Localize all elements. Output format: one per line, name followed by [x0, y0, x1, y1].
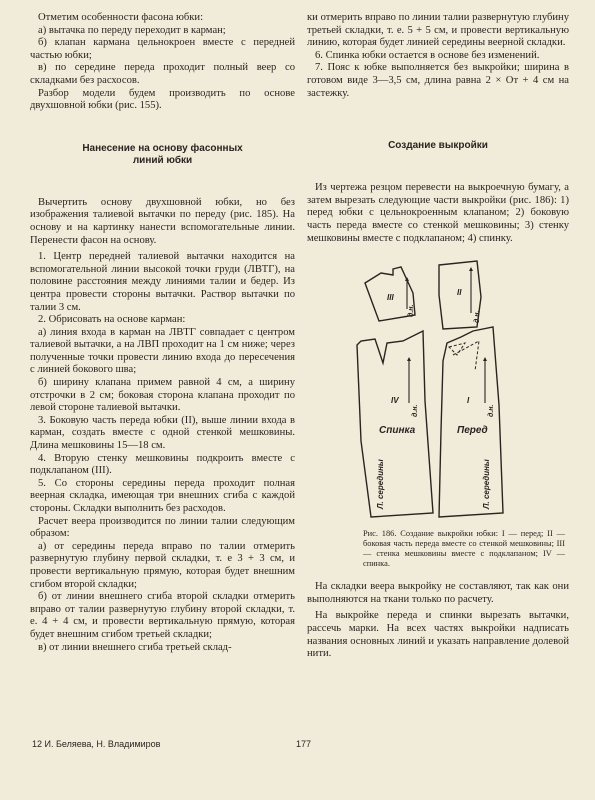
label-dn: д.н. — [408, 304, 415, 318]
paragraph: 5. Со стороны середины переда проходит полная веерная складка, имеющая три внешних сгиба с каждой стороны. Складки выполнить без расходов. — [30, 477, 295, 514]
dart-line — [449, 343, 465, 355]
paragraph: а) линия входа в карман на ЛВТГ совпадает с центром талиевой вытачки, а на ЛВП проходит на 1 см ниже; через полученные точки провести линию входа до пересечения с линией бокового шва; — [30, 326, 295, 376]
section-heading: Нанесение на основу фасонных линий юбки — [82, 142, 243, 166]
paragraph: 2. Обрисовать на основе карман: — [38, 314, 186, 326]
label-center-line: Л. середины — [376, 459, 385, 510]
page-number: 177 — [296, 739, 312, 749]
paragraph: Из чертежа резцом перевести на выкроечную бумагу, а затем вырезать следующие части выкройки (рис. 186): 1) перед юбки с цельнокроенным клапаном; 2) боковую часть переда вместе со стенкой мешковины; 3) стенку мешковины вместе с подклапаном; 4) спинку. — [307, 182, 569, 244]
paragraph: б) клапан кармана цельнокроен вместе с передней частью юбки; — [30, 37, 295, 61]
paragraph: в) по середине переда проходит полный веер со складками без расхосов. — [30, 62, 295, 86]
label-dn: д.н. — [474, 310, 481, 324]
label-ii: II — [457, 288, 462, 298]
label-iv: IV — [391, 396, 399, 406]
pattern-drawing — [353, 251, 553, 525]
paragraph: ки отмерить вправо по линии талии развернутую глубину третьей складки, т. е. 5 + 5 см, и провести вертикальную линию, которая будет линией середины веерной складки. — [307, 12, 569, 49]
label-dn: д.н. — [488, 404, 495, 418]
paragraph: б) от линии внешнего сгиба второй складки отмерить вправо от талии развернутую глубину второй складки, т. е. 4 + 4 см, и провести вертикальную прямую, которая будет внешним сгибом третьей складки; — [30, 591, 295, 640]
paragraph: Отметим особенности фасона юбки: — [38, 12, 204, 23]
label-back: Спинка — [379, 425, 416, 437]
figure-caption: Рис. 186. Создание выкройки юбки: I — перед; II — боковая часть переда вместе со стенкой мешковины; III — стенка мешковины вместе с подклапаном; IV — спинка. — [363, 529, 565, 569]
footer-author: 12 И. Беляева, Н. Владимиров — [32, 739, 161, 749]
paragraph: в) от линии внешнего сгиба третьей склад- — [38, 641, 232, 653]
paragraph: Вычертить основу двухшовной юбки, но без изображения талиевой вытачки по переду (рис. 185). На основу и на картинку нанести вспомогательные линии. Перенести фасон на основу. — [30, 196, 295, 246]
paragraph: 6. Спинка юбки остается в основе без изменений. — [315, 49, 540, 61]
label-front: Перед — [457, 425, 488, 437]
label-center-line: Л. середины — [482, 459, 491, 510]
paragraph: а) от середины переда вправо по талии отмерить развернутую глубину первой складки, т. е 3 + 3 см, и провести вертикальную прямую, которая будет внешним сгибом второй складки; — [30, 540, 295, 590]
piece-iv-outline — [357, 331, 433, 517]
paragraph: 1. Центр передней талиевой вытачки находится на вспомогательной линии высокой точки груди (ЛВТГ), на половине расстояния между линиями талии и бедер. Из центра провести стороны вытачки. Раствор вытачки по талии 3 см. — [30, 251, 295, 313]
paragraph: На складки веера выкройку не составляют, так как они выполняются на ткани только по расчету. — [307, 581, 569, 605]
label-dn: д.н. — [412, 404, 419, 418]
arrowhead — [469, 267, 473, 271]
arrowhead — [407, 357, 411, 361]
paragraph: б) ширину клапана примем равной 4 см, а ширину отстрочки в 2 см; боковая сторона клапана проходит по левой стороне талиевой вытачки. — [30, 377, 295, 414]
label-iii: III — [387, 293, 394, 303]
paragraph: Разбор модели будем производить по основе двухшовной юбки (рис. 155). — [30, 87, 295, 112]
paragraph: 7. Пояс к юбке выполняется без выкройки; ширина в готовом виде 3—3,5 см, длина равна 2 × От + 4 см на застежку. — [307, 62, 569, 99]
paragraph: 3. Боковую часть переда юбки (II), выше линии входа в карман, создать вместе с одной стенкой мешковины. Длина мешковины 15—18 см. — [30, 414, 295, 452]
paragraph: На выкройке переда и спинки вырезать вытачки, рассечь марки. На всех частях выкройки надписать названия основных линий и указать направление долевой нити. — [307, 610, 569, 660]
left-column — [30, 12, 295, 654]
paragraph: а) вытачка по переду переходит в карман; — [38, 24, 226, 36]
arrowhead — [483, 357, 487, 361]
front-pocket-line — [453, 341, 479, 371]
pattern-figure — [353, 251, 553, 525]
label-i: I — [467, 396, 470, 406]
paragraph: Расчет веера производится по линии талии следующим образом: — [30, 515, 295, 540]
section-heading: Создание выкройки — [388, 140, 488, 152]
right-column — [307, 12, 569, 661]
piece-i-outline — [439, 327, 503, 517]
paragraph: 4. Вторую стенку мешковины подкроить вместе с подклапаном (III). — [30, 452, 295, 477]
